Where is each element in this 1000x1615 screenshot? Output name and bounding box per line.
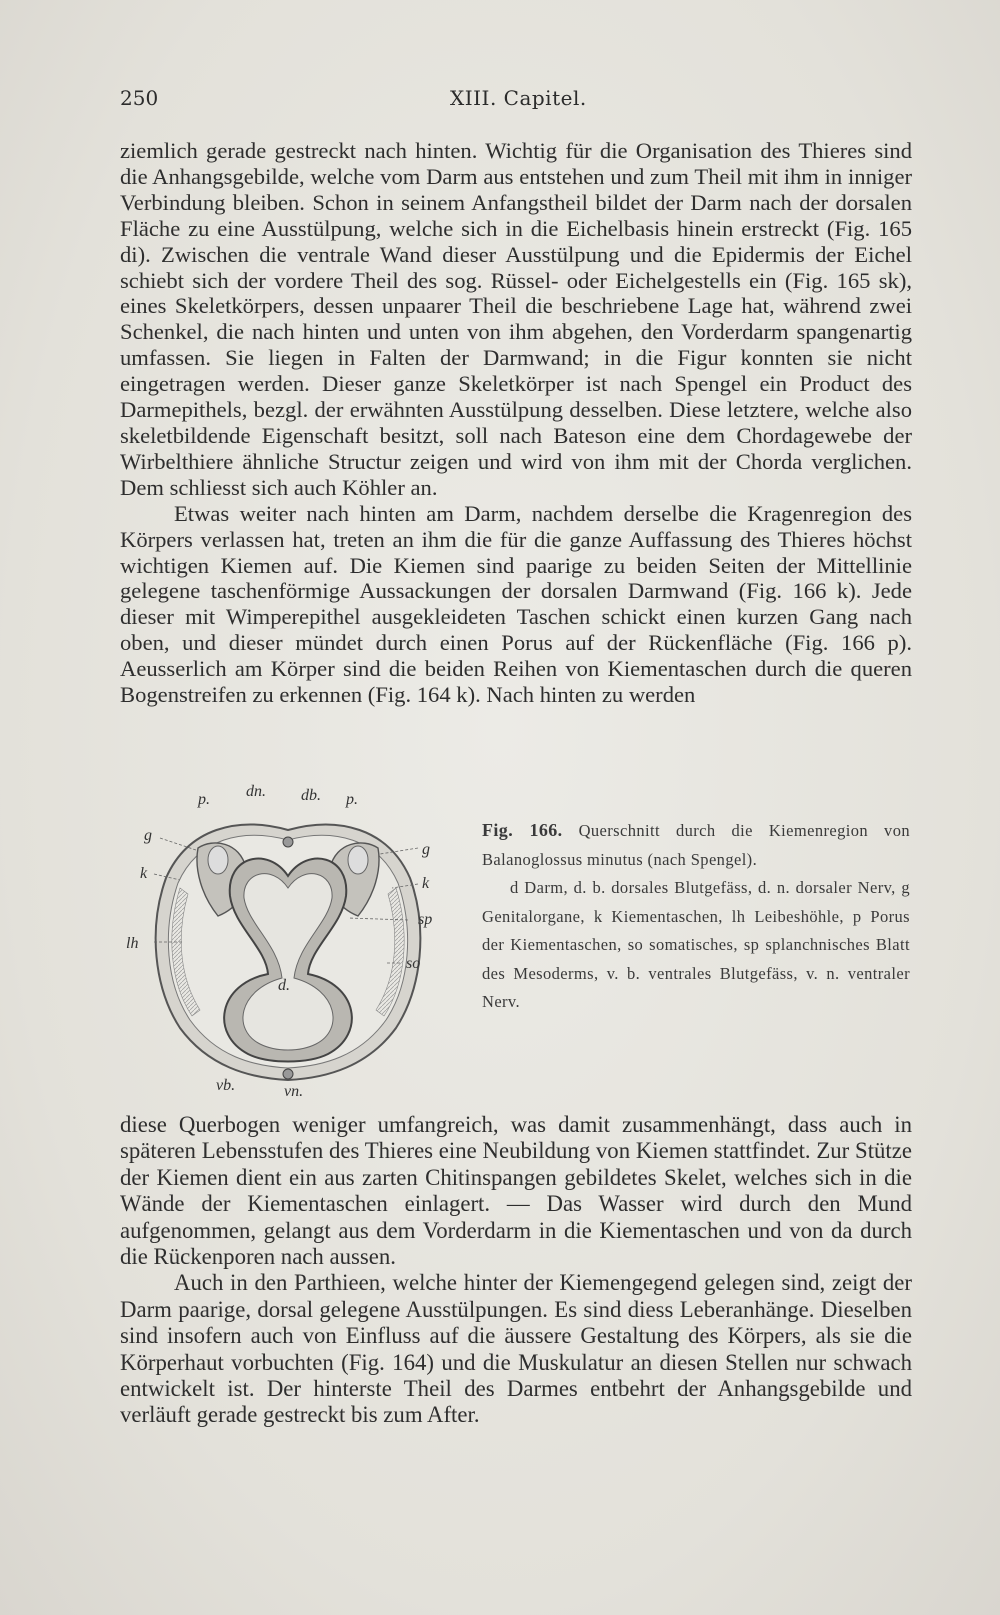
caption-text: Querschnitt durch die Kiemenregion von Balanoglossus minutus (nach Spengel). (482, 821, 910, 869)
label-p-right: p. (346, 791, 358, 808)
figure-166-drawing (118, 783, 458, 1100)
label-so: so (406, 955, 421, 972)
chapter-title: XIII. Capitel. (450, 86, 587, 110)
caption-legend: d Darm, d. b. dorsales Blutgefäss, d. n. dorsaler Nerv, g Genitalorgane, k Kiementaschen, lh Leibeshöhle, p Porus der Kiementaschen, so somatisches, sp splanchnisches Blatt des Mesoderms, v. b. ventrales Blutgefäss, v. n. ventraler Nerv. (482, 878, 910, 1011)
cross-section-illustration (118, 783, 458, 1100)
page-header (120, 86, 910, 116)
label-k-left: k (140, 865, 148, 882)
label-db: db. (301, 787, 321, 804)
label-g-right: g (422, 841, 430, 858)
label-vn: vn. (284, 1083, 304, 1100)
label-p-left: p. (198, 791, 210, 808)
figure-caption (482, 816, 910, 1017)
text-block-top (120, 138, 912, 708)
paragraph-2: Etwas weiter nach hinten am Darm, nachdem derselbe die Kragenregion des Körpers verlassen hat, treten an ihm die für die ganze Auffassung des Thieres höchst wichtigen Kiemen auf. Die Kiemen sind paarige zu beiden Seiten der Mittellinie gelegene taschenförmige Aussackungen der dorsalen Darmwand (Fig. 166 k). Jede dieser mit Wimperepithel ausgekleideten Taschen schickt einen kurzen Gang nach oben, und dieser mündet durch einen Porus auf der Rückenfläche (Fig. 166 p). Aeusserlich am Körper sind die beiden Reihen von Kiementaschen durch die queren Bogenstreifen zu erkennen (Fig. 164 k). Nach hinten zu werden (120, 500, 912, 708)
page-number: 250 (120, 86, 159, 110)
paragraph-4: Auch in den Parthieen, welche hinter der Kiemengegend gelegen sind, zeigt der Darm paarige, dorsal gelegene Ausstülpungen. Es sind diess Leberanhänge. Dieselben sind insofern auch von Einfluss auf die äussere Gestaltung des Körpers, als sie die Körperhaut vorbuchten (Fig. 164) und die Muskulatur an diesen Stellen nur schwach entwickelt ist. Der hinterste Theil des Darmes entbehrt der Anhangsgebilde und verläuft gerade gestreckt bis zum After. (120, 1270, 912, 1428)
label-lh: lh (126, 935, 139, 952)
paragraph-3: diese Querbogen weniger umfangreich, was damit zusammenhängt, dass auch in späteren Lebensstufen des Thieres eine Neubildung von Kiemen stattfindet. Zur Stütze der Kiemen dient ein aus zarten Chitinspangen gebildetes Skelet, welches sich in die Wände der Kiementaschen einlagert. — Das Wasser wird durch den Mund aufgenommen, gelangt aus dem Vorderdarm in die Kiementaschen und von da durch die Rückenporen nach aussen. (120, 1112, 912, 1270)
label-vb: vb. (216, 1077, 236, 1094)
text-block-bottom (120, 1112, 912, 1429)
label-k-right: k (422, 875, 430, 892)
paragraph-1: ziemlich gerade gestreckt nach hinten. Wichtig für die Organisation des Thieres sind die Anhangsgebilde, welche vom Darm aus entstehen und zum Theil mit ihm in inniger Verbindung bleiben. Schon in seinem Anfangstheil bildet der Darm nach der dorsalen Fläche zu eine Ausstülpung, welche sich in die Eichelbasis hinein erstreckt (Fig. 165 di). Zwischen die ventrale Wand dieser Ausstülpung und die Epidermis der Eichel schiebt sich der vordere Theil des sog. Rüssel- oder Eichelgestells ein (Fig. 165 sk), eines Skeletkörpers, dessen unpaarer Theil die beschriebene Lage hat, während zwei Schenkel, die nach hinten und unten von ihm abgehen, den Vorderdarm spangenartig umfassen. Sie liegen in Falten der Darmwand; in die Figur konnten sie nicht eingetragen werden. Dieser ganze Skeletkörper ist nach Spengel ein Product des Darmepithels, bezgl. der erwähnten Ausstülpung desselben. Diese letztere, welche also skeletbildende Eigenschaft besitzt, soll nach Bateson eine dem Chordagewebe der Wirbelthiere ähnliche Structur zeigen und wird von ihm mit der Chorda verglichen. Dem schliesst sich auch Köhler an. (120, 138, 912, 500)
caption-title: Fig. 166. (482, 820, 563, 840)
label-g-left: g (144, 827, 152, 844)
label-sp: sp (418, 911, 433, 928)
label-d: d. (278, 977, 290, 994)
label-dn: dn. (246, 783, 266, 800)
